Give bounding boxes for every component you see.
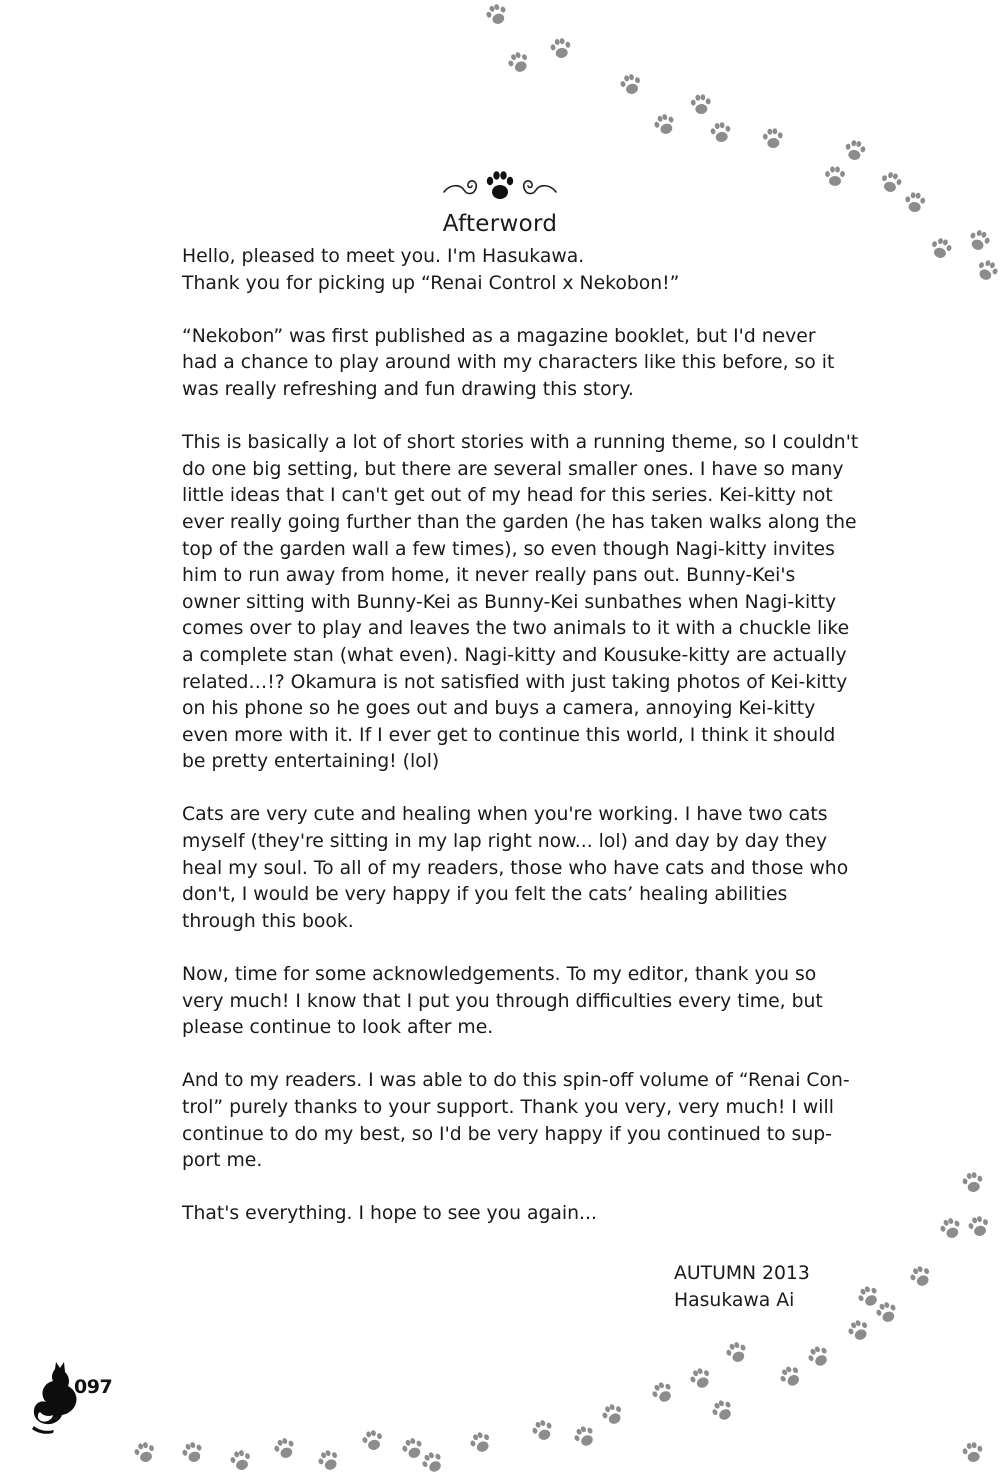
text-line: trol” purely thanks to your support. Thank you very, very much! I will bbox=[182, 1097, 834, 1118]
paw-print-icon bbox=[706, 118, 736, 148]
page-number: 097 bbox=[74, 1376, 113, 1398]
body-paragraph bbox=[182, 962, 842, 1042]
body-paragraph bbox=[182, 1068, 850, 1174]
paw-print-icon bbox=[225, 1445, 257, 1477]
text-line: Hello, pleased to meet you. I'm Hasukawa. bbox=[182, 246, 585, 267]
paw-print-icon bbox=[840, 136, 870, 166]
paw-print-icon bbox=[687, 91, 715, 119]
paw-print-icon bbox=[567, 1419, 603, 1455]
paw-print-icon bbox=[904, 1260, 939, 1295]
text-line: related…!? Okamura is not satisfied with just taking photos of Kei-kitty bbox=[182, 671, 848, 693]
paw-print-icon bbox=[684, 1362, 719, 1397]
text-line: continue to do my best, so I'd be very happy if you continued to sup- bbox=[182, 1123, 832, 1145]
paw-print-icon bbox=[801, 1339, 837, 1375]
paw-print-icon bbox=[705, 1393, 741, 1429]
paw-print-icon bbox=[268, 1432, 301, 1465]
paw-print-icon bbox=[958, 1438, 988, 1468]
text-line: little ideas that I can't get out of my head for this series. Kei-kitty not bbox=[182, 485, 833, 507]
text-line: comes over to play and leaves the two animals to it with a chuckle like bbox=[182, 618, 850, 640]
text-line: do one big setting, but there are several smaller ones. I have so many bbox=[182, 458, 844, 480]
text-line: ever really going further than the garden (he has taken walks along the bbox=[182, 511, 857, 533]
paw-flourish-ornament-icon bbox=[440, 166, 560, 206]
text-line: don't, I would be very happy if you felt the cats’ healing abilities bbox=[182, 884, 788, 906]
text-line: heal my soul. To all of my readers, those who have cats and those who bbox=[182, 857, 849, 879]
paw-print-icon bbox=[464, 1426, 499, 1461]
body-paragraph bbox=[182, 244, 842, 297]
text-line: was really refreshing and fun drawing this story. bbox=[182, 378, 634, 400]
text-line: Thank you for picking up “Renai Control x Nekobon!” bbox=[182, 272, 680, 294]
text-line: top of the garden wall a few times), so even though Nagi-kitty invites bbox=[182, 538, 835, 560]
text-line: on his phone so he goes out and buys a camera, annoying Kei-kitty bbox=[182, 698, 816, 720]
text-line: That's everything. I hope to see you again... bbox=[182, 1203, 597, 1225]
text-line: even more with it. If I ever get to continue this world, I think it should bbox=[182, 724, 836, 746]
afterword-body bbox=[182, 244, 859, 1255]
body-paragraph bbox=[182, 802, 849, 935]
paw-print-icon bbox=[502, 46, 537, 81]
paw-print-icon bbox=[842, 1314, 877, 1349]
text-line: And to my readers. I was able to do this spin-off volume of “Renai Con- bbox=[182, 1070, 850, 1092]
text-line: Now, time for some acknowledgements. To my editor, thank you so bbox=[182, 964, 817, 986]
paw-print-icon bbox=[357, 1425, 389, 1457]
page-number-block bbox=[26, 1356, 126, 1436]
paw-print-icon bbox=[720, 1336, 753, 1369]
paw-print-icon bbox=[759, 125, 787, 153]
signature-block bbox=[674, 1261, 810, 1314]
text-line: This is basically a lot of short stories with a running theme, so I couldn't bbox=[182, 432, 859, 454]
text-line: very much! I know that I put you through difficulties every time, but bbox=[182, 990, 823, 1012]
paw-print-icon bbox=[176, 1436, 209, 1469]
signature-date: AUTUMN 2013 bbox=[674, 1263, 810, 1284]
paw-print-icon bbox=[963, 1211, 995, 1243]
paw-print-icon bbox=[645, 1375, 681, 1411]
body-paragraph bbox=[182, 430, 859, 776]
paw-print-icon bbox=[129, 1437, 161, 1469]
paw-print-icon bbox=[958, 1168, 988, 1198]
paw-print-icon bbox=[596, 1398, 631, 1433]
text-line: him to run away from home, it never really pans out. Bunny-Kei's bbox=[182, 565, 796, 587]
paw-print-icon bbox=[526, 1414, 559, 1447]
text-line: be pretty entertaining! (lol) bbox=[182, 751, 440, 773]
body-paragraph bbox=[182, 324, 842, 404]
text-line: myself (they're sitting in my lap right now... lol) and day by day they bbox=[182, 831, 828, 853]
signature-author: Hasukawa Ai bbox=[674, 1289, 795, 1311]
paw-print-icon bbox=[480, 0, 513, 32]
body-paragraph bbox=[182, 1201, 842, 1228]
text-line: port me. bbox=[182, 1150, 263, 1172]
text-line: a complete stan (what even). Nagi-kitty and Kousuke-kitty are actually bbox=[182, 644, 847, 666]
paw-print-icon bbox=[773, 1359, 809, 1395]
text-line: Cats are very cute and healing when you're working. I have two cats bbox=[182, 804, 828, 826]
page-title: Afterword bbox=[442, 211, 558, 237]
paw-print-icon bbox=[312, 1444, 347, 1479]
text-line: please continue to look after me. bbox=[182, 1017, 494, 1039]
paw-print-icon bbox=[970, 254, 1000, 289]
paw-print-icon bbox=[648, 108, 681, 141]
paw-print-icon bbox=[615, 69, 647, 101]
paw-print-icon bbox=[822, 164, 848, 190]
text-line: “Nekobon” was first published as a magazine booklet, but I'd never bbox=[182, 325, 816, 347]
paw-print-icon bbox=[546, 34, 576, 64]
text-line: had a chance to play around with my characters like this before, so it bbox=[182, 352, 835, 374]
text-line: through this book. bbox=[182, 910, 354, 932]
text-line: owner sitting with Bunny-Kei as Bunny-Kei sunbathes when Nagi-kitty bbox=[182, 591, 837, 613]
